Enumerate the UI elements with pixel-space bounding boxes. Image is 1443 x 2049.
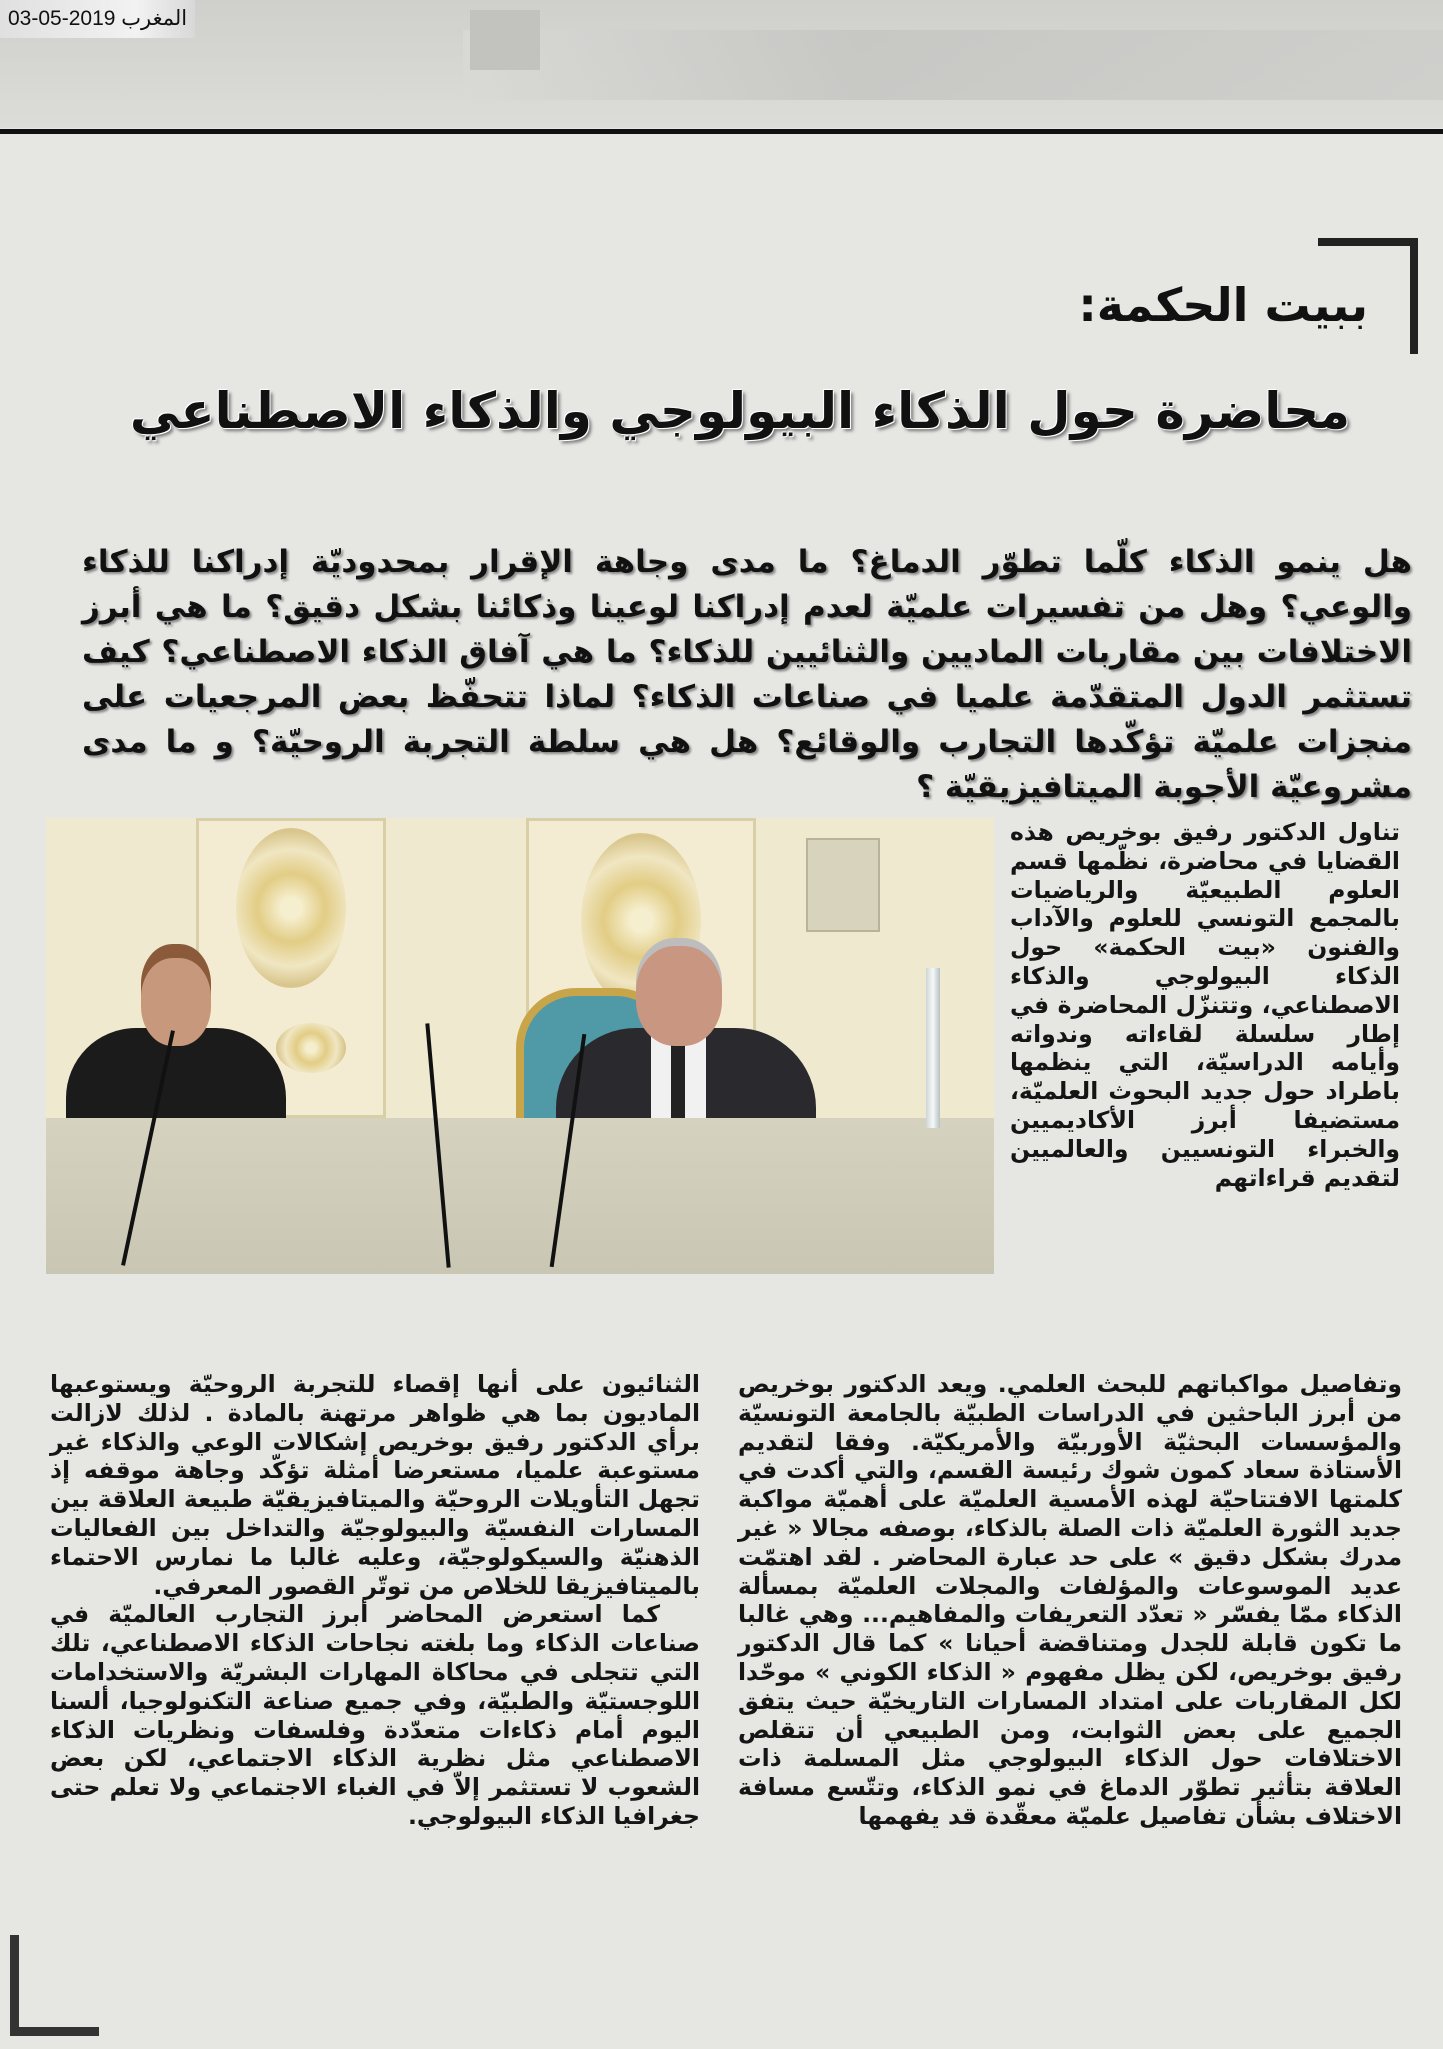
article-kicker: ببيت الحكمة: [1078,278,1368,332]
article-lead: هل ينمو الذكاء كلّما تطوّر الدماغ؟ ما مدى وجاهة الإقرار بمحدوديّة إدراكنا للذكاء والوعي؟ وهل من تفسيرات علميّة لعدم إدراكنا لوعينا وذكائنا بشكل دقيق؟ ما هي أبرز الاختلافات بين مقاربات الماديين والثنائيين للذكاء؟ ما هي آفاق الذكاء الاصطناعي؟ كيف تستثمر الدول المتقدّمة علميا في صناعات الذكاء؟ لماذا تتحفّظ بعض المرجعيات على منجزات علميّة تؤكّدها التجارب والوقائع؟ هل هي سلطة التجربة الروحيّة؟ و ما مدى مشروعيّة الأجوبة الميتافيزيقيّة ؟ [82,544,1412,805]
article-body-column-left [50,1370,700,1831]
header-divider [0,129,1443,134]
article-photo [46,818,994,1274]
body-paragraph: كما استعرض المحاضر أبرز التجارب العالميّة في صناعات الذكاء وما بلغته نجاحات الذكاء الاصطناعي، تلك التي تتجلى في محاكاة المهارات البشريّة والاستخدامات اللوجستيّة والطبيّة، وفي جميع صناعة التكنولوجيا، ألسنا اليوم أمام ذكاءات متعدّدة وفلسفات ونظريات الذكاء الاصطناعي مثل نظرية الذكاء الاجتماعي، لكن بعض الشعوب لا تستثمر إلاّ في الغباء الاجتماعي ولا تعلم حتى جغرافيا الذكاء البيولوجي. [50,1600,700,1830]
photo-table [46,1118,994,1274]
body-paragraph: تناول الدكتور رفيق بوخريص هذه القضايا في محاضرة، نظّمها قسم العلوم الطبيعيّة والرياضيات بالمجمع التونسي للعلوم والآداب والفنون «بيت الحكمة» حول الذكاء البيولوجي والذكاء الاصطناعي، وتتنزّل المحاضرة في إطار سلسلة لقاءاته وندواته وأيامه الدراسيّة، التي ينظمها باطراد حول جديد البحوث العلميّة، مستضيفا أبرز الأكاديميين والخبراء التونسيين والعالميين لتقديم قراءاتهم [1010,818,1400,1192]
corner-bracket-bottom-left [10,1935,99,2036]
faded-page-number-box [470,10,540,70]
source-date-label: المغرب 2019-05-03 [0,0,195,38]
body-paragraph: وتفاصيل مواكباتهم للبحث العلمي. ويعد الدكتور بوخريص من أبرز الباحثين في الدراسات الطبيّة بالجامعة التونسيّة والمؤسسات البحثيّة الأوربيّة والأمريكيّة. وفقا لتقديم الأستاذة سعاد كمون شوك رئيسة القسم، والتي أكدت في كلمتها الافتتاحيّة لهذه الأمسية العلميّة على أهميّة مواكبة جديد الثورة العلميّة ذات الصلة بالذكاء، بوصفه مجالا « غير مدرك بشكل دقيق » على حد عبارة المحاضر . لقد اهتمّت عديد الموسوعات والمؤلفات والمجلات العلميّة بمسألة الذكاء ممّا يفسّر « تعدّد التعريفات والمفاهيم... وهي غالبا ما تكون قابلة للجدل ومتناقضة أحيانا » كما قال الدكتور رفيق بوخريص، لكن يظل مفهوم « الذكاء الكوني » موحّدا لكل المقاربات على امتداد المسارات التاريخيّة حيث يتفق الجميع على بعض الثوابت، ومن الطبيعي أن تتقلص الاختلافات حول الذكاء البيولوجي مثل المسلمة ذات العلاقة بتأثير تطوّر الدماغ في نمو الذكاء، وتتّسع مسافة الاختلاف بشأن تفاصيل علميّة معقّدة قد يفهمها [738,1370,1402,1830]
article-body-column-upper-right [1010,818,1400,1192]
photo-person-right-head [636,946,722,1046]
photo-water-bottle [926,968,940,1128]
photo-wall-frame [806,838,880,932]
faded-header-graphic [463,30,1443,100]
photo-sunburst-small [276,1023,346,1073]
article-body-column-lower-right [738,1370,1402,1831]
body-paragraph: الثنائيون على أنها إقصاء للتجربة الروحيّة ويستوعبها الماديون بما هي ظواهر مرتهنة بالمادة . لذلك لازالت برأي الدكتور رفيق بوخريص إشكالات الوعي والذكاء غير مستوعبة علميا، مستعرضا أمثلة تؤكّد وجاهة موقفه إذ تجهل التأويلات الروحيّة والميتافيزيقيّة طبيعة العلاقة بين المسارات النفسيّة والبيولوجيّة والتداخل بين الفعاليات الذهنيّة والسيكولوجيّة، وعليه غالبا ما نمارس الاحتماء بالميتافيزيقا للخلاص من توتّر القصور المعرفي. [50,1370,700,1600]
photo-person-left-head [141,958,211,1046]
previous-page-header-band [0,0,1443,128]
photo-sunburst-left [236,828,346,988]
article-headline: محاضرة حول الذكاء البيولوجي والذكاء الاصطناعي [129,382,1351,440]
